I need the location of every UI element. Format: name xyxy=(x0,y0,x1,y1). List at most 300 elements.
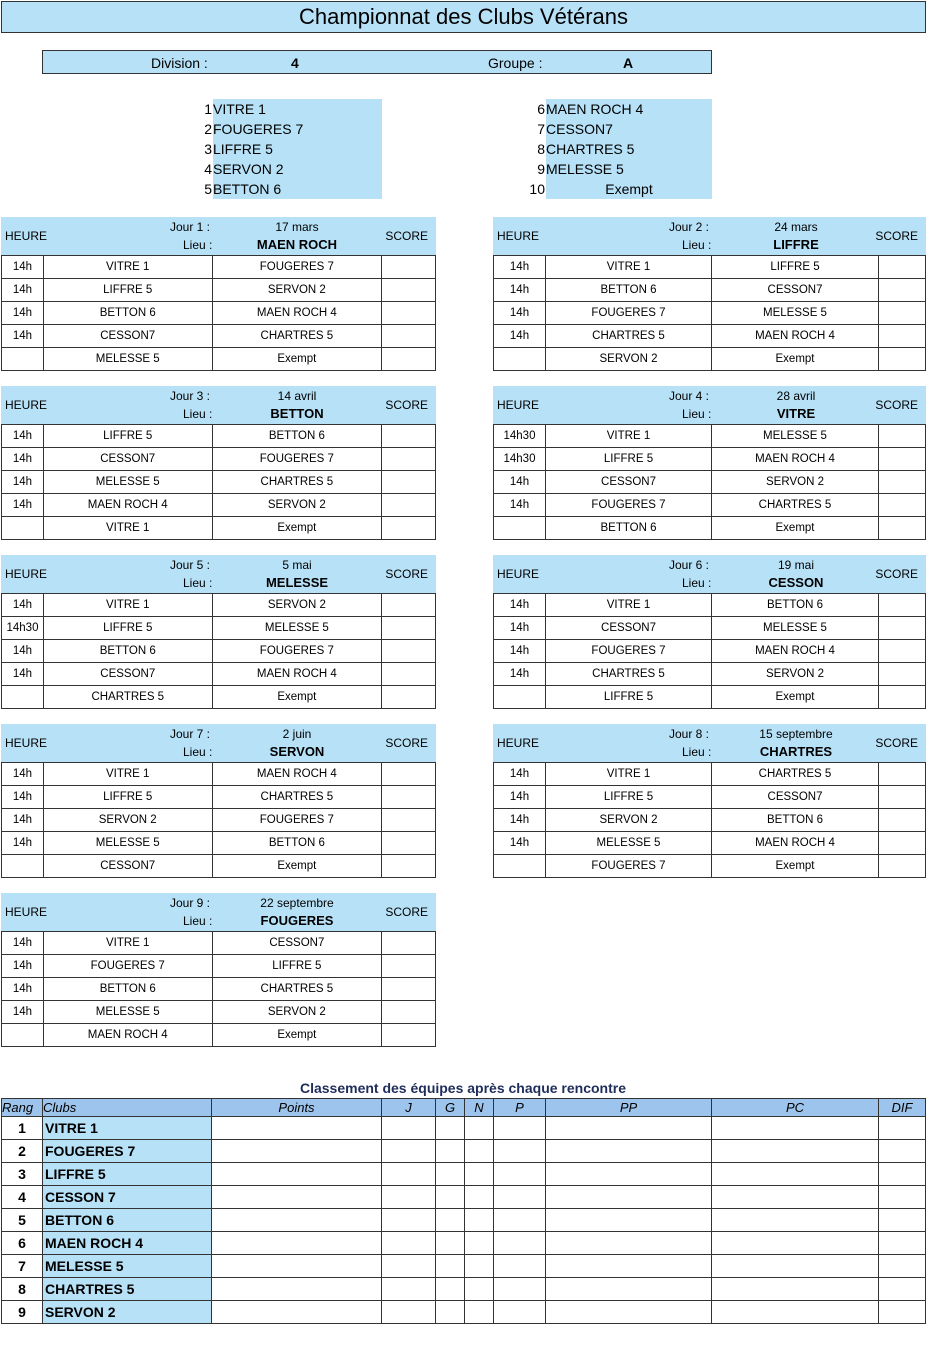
match-time: 14h xyxy=(2,494,44,517)
match-table xyxy=(493,255,926,371)
match-venue: LIFFRE xyxy=(773,237,819,252)
team-entry xyxy=(523,99,712,119)
away-team: CHARTRES 5 xyxy=(212,325,382,348)
match-day-block xyxy=(493,386,926,539)
score-cell[interactable] xyxy=(382,517,436,540)
match-row xyxy=(2,763,436,786)
match-row xyxy=(2,1001,436,1024)
ranking-header-cell: PC xyxy=(712,1099,879,1117)
stat-cell[interactable] xyxy=(494,1163,546,1186)
rank-number: 9 xyxy=(2,1301,43,1324)
stat-cell[interactable] xyxy=(546,1255,712,1278)
match-row xyxy=(494,594,926,617)
score-cell[interactable] xyxy=(879,302,926,325)
stat-cell[interactable] xyxy=(212,1255,382,1278)
ranking-row xyxy=(2,1186,926,1209)
match-row xyxy=(2,663,436,686)
match-time xyxy=(494,348,546,371)
score-label: SCORE xyxy=(875,229,918,243)
stat-cell[interactable] xyxy=(712,1186,879,1209)
away-team: Exempt xyxy=(712,855,879,878)
match-time: 14h xyxy=(2,809,44,832)
ranking-header-cell: J xyxy=(382,1099,436,1117)
score-cell[interactable] xyxy=(382,325,436,348)
stat-cell[interactable] xyxy=(546,1186,712,1209)
match-table xyxy=(493,424,926,540)
match-time: 14h xyxy=(494,325,546,348)
heure-label: HEURE xyxy=(5,736,48,750)
heure-label: HEURE xyxy=(5,905,48,919)
stat-cell[interactable] xyxy=(382,1232,436,1255)
match-day-header xyxy=(493,386,926,424)
jour-label: Jour 2 : xyxy=(669,220,710,234)
stat-cell[interactable] xyxy=(382,1163,436,1186)
match-row xyxy=(2,325,436,348)
score-cell[interactable] xyxy=(879,617,926,640)
match-time: 14h xyxy=(2,279,44,302)
match-day-block xyxy=(493,724,926,877)
home-team: LIFFRE 5 xyxy=(546,686,712,709)
match-row xyxy=(2,302,436,325)
team-entry xyxy=(523,179,712,199)
away-team: BETTON 6 xyxy=(212,425,382,448)
score-cell[interactable] xyxy=(879,494,926,517)
away-team: Exempt xyxy=(212,1024,382,1047)
score-cell[interactable] xyxy=(382,494,436,517)
ranking-row xyxy=(2,1140,926,1163)
rank-club: CESSON 7 xyxy=(43,1186,212,1209)
score-cell[interactable] xyxy=(382,809,436,832)
ranking-row xyxy=(2,1255,926,1278)
score-label: SCORE xyxy=(385,905,428,919)
match-time: 14h xyxy=(494,809,546,832)
match-row xyxy=(494,471,926,494)
team-number: 3 xyxy=(204,141,212,157)
jour-label: Jour 5 : xyxy=(170,558,211,572)
stat-cell[interactable] xyxy=(494,1232,546,1255)
score-cell[interactable] xyxy=(382,302,436,325)
score-cell[interactable] xyxy=(382,763,436,786)
match-table xyxy=(1,424,436,540)
stat-cell[interactable] xyxy=(879,1117,926,1140)
match-time xyxy=(2,1024,44,1047)
score-cell[interactable] xyxy=(879,425,926,448)
stat-cell[interactable] xyxy=(712,1140,879,1163)
team-number: 9 xyxy=(537,161,545,177)
team-number: 5 xyxy=(204,181,212,197)
team-entry xyxy=(523,119,712,139)
match-row xyxy=(494,663,926,686)
stat-cell[interactable] xyxy=(436,1186,465,1209)
match-time xyxy=(2,686,44,709)
away-team: Exempt xyxy=(712,348,879,371)
away-team: CESSON7 xyxy=(712,279,879,302)
home-team: FOUGERES 7 xyxy=(546,494,712,517)
stat-cell[interactable] xyxy=(879,1209,926,1232)
stat-cell[interactable] xyxy=(879,1163,926,1186)
score-cell[interactable] xyxy=(879,279,926,302)
home-team: MELESSE 5 xyxy=(546,832,712,855)
stat-cell[interactable] xyxy=(212,1209,382,1232)
match-day-block xyxy=(1,217,436,370)
score-cell[interactable] xyxy=(879,832,926,855)
match-time: 14h xyxy=(2,448,44,471)
home-team: BETTON 6 xyxy=(43,302,212,325)
ranking-row xyxy=(2,1209,926,1232)
match-date: 14 avril xyxy=(277,389,317,403)
rank-club: LIFFRE 5 xyxy=(43,1163,212,1186)
stat-cell[interactable] xyxy=(436,1232,465,1255)
stat-cell[interactable] xyxy=(494,1278,546,1301)
home-team: VITRE 1 xyxy=(546,594,712,617)
jour-label: Jour 8 : xyxy=(669,727,710,741)
stat-cell[interactable] xyxy=(879,1301,926,1324)
match-time: 14h xyxy=(494,471,546,494)
match-time: 14h xyxy=(2,763,44,786)
rank-club: SERVON 2 xyxy=(43,1301,212,1324)
match-date: 2 juin xyxy=(282,727,312,741)
match-row xyxy=(2,640,436,663)
match-day-block xyxy=(493,217,926,370)
stat-cell[interactable] xyxy=(436,1117,465,1140)
match-row xyxy=(494,517,926,540)
heure-label: HEURE xyxy=(5,567,48,581)
stat-cell[interactable] xyxy=(465,1209,494,1232)
score-cell[interactable] xyxy=(879,855,926,878)
match-venue: MAEN ROCH xyxy=(256,237,338,252)
score-cell[interactable] xyxy=(879,640,926,663)
score-cell[interactable] xyxy=(879,686,926,709)
score-cell[interactable] xyxy=(382,448,436,471)
stat-cell[interactable] xyxy=(212,1163,382,1186)
score-cell[interactable] xyxy=(382,348,436,371)
home-team: CHARTRES 5 xyxy=(546,663,712,686)
stat-cell[interactable] xyxy=(212,1232,382,1255)
match-row xyxy=(494,617,926,640)
score-cell[interactable] xyxy=(879,471,926,494)
score-cell[interactable] xyxy=(382,1001,436,1024)
stat-cell[interactable] xyxy=(382,1278,436,1301)
match-table xyxy=(1,255,436,371)
stat-cell[interactable] xyxy=(712,1117,879,1140)
home-team: BETTON 6 xyxy=(546,517,712,540)
match-date: 17 mars xyxy=(275,220,319,234)
match-time xyxy=(494,855,546,878)
match-time: 14h xyxy=(494,494,546,517)
away-team: CHARTRES 5 xyxy=(212,786,382,809)
match-date: 22 septembre xyxy=(260,896,334,910)
match-venue: CESSON xyxy=(768,575,824,590)
stat-cell[interactable] xyxy=(436,1163,465,1186)
match-row xyxy=(2,594,436,617)
ranking-header-cell: P xyxy=(494,1099,546,1117)
score-cell[interactable] xyxy=(382,855,436,878)
team-name: FOUGERES 7 xyxy=(213,119,382,139)
ranking-title: Classement des équipes après chaque rencontre xyxy=(299,1080,626,1096)
stat-cell[interactable] xyxy=(879,1232,926,1255)
away-team: Exempt xyxy=(212,517,382,540)
team-number: 10 xyxy=(529,181,545,197)
score-cell[interactable] xyxy=(879,663,926,686)
match-day-header xyxy=(1,555,436,593)
home-team: CESSON7 xyxy=(43,325,212,348)
rank-number: 5 xyxy=(2,1209,43,1232)
home-team: FOUGERES 7 xyxy=(546,855,712,878)
match-time: 14h xyxy=(2,256,44,279)
stat-cell[interactable] xyxy=(712,1209,879,1232)
stat-cell[interactable] xyxy=(465,1255,494,1278)
stat-cell[interactable] xyxy=(382,1255,436,1278)
match-time: 14h xyxy=(494,279,546,302)
score-cell[interactable] xyxy=(382,640,436,663)
match-row xyxy=(2,448,436,471)
home-team: MAEN ROCH 4 xyxy=(43,494,212,517)
match-row xyxy=(494,763,926,786)
stat-cell[interactable] xyxy=(212,1140,382,1163)
match-time: 14h xyxy=(494,832,546,855)
score-cell[interactable] xyxy=(382,617,436,640)
match-venue: BETTON xyxy=(270,406,324,421)
score-cell[interactable] xyxy=(879,594,926,617)
stat-cell[interactable] xyxy=(546,1117,712,1140)
match-day-header xyxy=(1,386,436,424)
score-cell[interactable] xyxy=(879,786,926,809)
score-cell[interactable] xyxy=(382,279,436,302)
rank-club: FOUGERES 7 xyxy=(43,1140,212,1163)
match-date: 19 mai xyxy=(777,558,815,572)
home-team: MELESSE 5 xyxy=(43,1001,212,1024)
away-team: FOUGERES 7 xyxy=(212,809,382,832)
stat-cell[interactable] xyxy=(494,1186,546,1209)
away-team: MAEN ROCH 4 xyxy=(212,302,382,325)
rank-number: 4 xyxy=(2,1186,43,1209)
stat-cell[interactable] xyxy=(494,1255,546,1278)
jour-label: Jour 4 : xyxy=(669,389,710,403)
stat-cell[interactable] xyxy=(879,1278,926,1301)
match-row xyxy=(2,832,436,855)
team-number: 1 xyxy=(204,101,212,117)
team-name: LIFFRE 5 xyxy=(213,139,382,159)
score-label: SCORE xyxy=(875,567,918,581)
score-cell[interactable] xyxy=(382,832,436,855)
team-name: SERVON 2 xyxy=(213,159,382,179)
match-time xyxy=(2,517,44,540)
match-table xyxy=(493,762,926,878)
away-team: MELESSE 5 xyxy=(712,302,879,325)
stat-cell[interactable] xyxy=(465,1117,494,1140)
away-team: Exempt xyxy=(712,517,879,540)
stat-cell[interactable] xyxy=(494,1209,546,1232)
stat-cell[interactable] xyxy=(465,1163,494,1186)
home-team: MELESSE 5 xyxy=(43,471,212,494)
ranking-header-cell: Clubs xyxy=(43,1099,212,1117)
stat-cell[interactable] xyxy=(465,1232,494,1255)
home-team: BETTON 6 xyxy=(43,978,212,1001)
stat-cell[interactable] xyxy=(382,1301,436,1324)
home-team: CESSON7 xyxy=(546,471,712,494)
stat-cell[interactable] xyxy=(382,1209,436,1232)
stat-cell[interactable] xyxy=(494,1117,546,1140)
stat-cell[interactable] xyxy=(546,1209,712,1232)
home-team: VITRE 1 xyxy=(43,517,212,540)
match-row xyxy=(494,348,926,371)
division-value: 4 xyxy=(291,55,299,71)
home-team: CESSON7 xyxy=(43,663,212,686)
match-time: 14h xyxy=(2,302,44,325)
stat-cell[interactable] xyxy=(382,1186,436,1209)
stat-cell[interactable] xyxy=(879,1186,926,1209)
away-team: FOUGERES 7 xyxy=(212,640,382,663)
jour-label: Jour 1 : xyxy=(170,220,211,234)
score-cell[interactable] xyxy=(382,663,436,686)
score-label: SCORE xyxy=(385,736,428,750)
stat-cell[interactable] xyxy=(465,1186,494,1209)
home-team: SERVON 2 xyxy=(546,809,712,832)
away-team: SERVON 2 xyxy=(712,663,879,686)
match-row xyxy=(2,256,436,279)
match-row xyxy=(2,1024,436,1047)
team-entry xyxy=(190,179,382,199)
lieu-label: Lieu : xyxy=(682,407,712,421)
stat-cell[interactable] xyxy=(465,1301,494,1324)
score-cell[interactable] xyxy=(382,932,436,955)
rank-club: VITRE 1 xyxy=(43,1117,212,1140)
ranking-row xyxy=(2,1117,926,1140)
match-time: 14h xyxy=(2,663,44,686)
home-team: VITRE 1 xyxy=(43,594,212,617)
stat-cell[interactable] xyxy=(546,1163,712,1186)
team-name: MAEN ROCH 4 xyxy=(546,99,712,119)
rank-number: 8 xyxy=(2,1278,43,1301)
match-day-header xyxy=(1,893,436,931)
match-row xyxy=(494,832,926,855)
team-name: MELESSE 5 xyxy=(546,159,712,179)
home-team: VITRE 1 xyxy=(43,256,212,279)
match-row xyxy=(494,256,926,279)
stat-cell[interactable] xyxy=(712,1232,879,1255)
score-cell[interactable] xyxy=(382,955,436,978)
score-cell[interactable] xyxy=(382,425,436,448)
lieu-label: Lieu : xyxy=(682,576,712,590)
match-time xyxy=(2,855,44,878)
away-team: CESSON7 xyxy=(212,932,382,955)
score-cell[interactable] xyxy=(382,1024,436,1047)
match-row xyxy=(494,855,926,878)
score-cell[interactable] xyxy=(879,517,926,540)
home-team: BETTON 6 xyxy=(546,279,712,302)
score-label: SCORE xyxy=(875,736,918,750)
stat-cell[interactable] xyxy=(212,1278,382,1301)
lieu-label: Lieu : xyxy=(183,576,213,590)
match-time: 14h xyxy=(494,640,546,663)
stat-cell[interactable] xyxy=(436,1255,465,1278)
stat-cell[interactable] xyxy=(212,1301,382,1324)
ranking-row xyxy=(2,1301,926,1324)
home-team: MAEN ROCH 4 xyxy=(43,1024,212,1047)
stat-cell[interactable] xyxy=(712,1301,879,1324)
stat-cell[interactable] xyxy=(546,1140,712,1163)
score-cell[interactable] xyxy=(382,686,436,709)
stat-cell[interactable] xyxy=(212,1117,382,1140)
group-label: Groupe : xyxy=(488,55,543,71)
stat-cell[interactable] xyxy=(879,1140,926,1163)
score-cell[interactable] xyxy=(879,256,926,279)
home-team: SERVON 2 xyxy=(43,809,212,832)
match-row xyxy=(2,425,436,448)
match-row xyxy=(494,640,926,663)
rank-club: MELESSE 5 xyxy=(43,1255,212,1278)
score-cell[interactable] xyxy=(879,448,926,471)
stat-cell[interactable] xyxy=(494,1140,546,1163)
lieu-label: Lieu : xyxy=(183,238,213,252)
score-cell[interactable] xyxy=(382,471,436,494)
team-entry xyxy=(190,119,382,139)
away-team: Exempt xyxy=(212,686,382,709)
stat-cell[interactable] xyxy=(465,1140,494,1163)
ranking-header-cell: DIF xyxy=(879,1099,926,1117)
stat-cell[interactable] xyxy=(465,1278,494,1301)
away-team: MAEN ROCH 4 xyxy=(712,448,879,471)
ranking-header-cell: N xyxy=(465,1099,494,1117)
jour-label: Jour 9 : xyxy=(170,896,211,910)
home-team: VITRE 1 xyxy=(546,256,712,279)
score-cell[interactable] xyxy=(382,594,436,617)
match-time: 14h xyxy=(2,594,44,617)
stat-cell[interactable] xyxy=(712,1163,879,1186)
stat-cell[interactable] xyxy=(712,1255,879,1278)
away-team: SERVON 2 xyxy=(212,279,382,302)
stat-cell[interactable] xyxy=(382,1140,436,1163)
stat-cell[interactable] xyxy=(212,1186,382,1209)
match-time: 14h xyxy=(494,302,546,325)
heure-label: HEURE xyxy=(5,229,48,243)
team-number: 4 xyxy=(204,161,212,177)
stat-cell[interactable] xyxy=(436,1140,465,1163)
home-team: SERVON 2 xyxy=(546,348,712,371)
stat-cell[interactable] xyxy=(546,1232,712,1255)
score-cell[interactable] xyxy=(879,325,926,348)
away-team: SERVON 2 xyxy=(712,471,879,494)
stat-cell[interactable] xyxy=(436,1209,465,1232)
stat-cell[interactable] xyxy=(436,1278,465,1301)
match-time: 14h xyxy=(2,325,44,348)
stat-cell[interactable] xyxy=(436,1301,465,1324)
away-team: CHARTRES 5 xyxy=(712,763,879,786)
away-team: MAEN ROCH 4 xyxy=(212,663,382,686)
score-cell[interactable] xyxy=(879,763,926,786)
score-cell[interactable] xyxy=(382,786,436,809)
match-row xyxy=(2,517,436,540)
match-date: 15 septembre xyxy=(759,727,833,741)
stat-cell[interactable] xyxy=(879,1255,926,1278)
team-entry xyxy=(190,139,382,159)
score-label: SCORE xyxy=(385,229,428,243)
match-day-header xyxy=(1,724,436,762)
score-cell[interactable] xyxy=(382,978,436,1001)
stat-cell[interactable] xyxy=(712,1278,879,1301)
score-cell[interactable] xyxy=(382,256,436,279)
score-cell[interactable] xyxy=(879,809,926,832)
match-row xyxy=(494,302,926,325)
score-cell[interactable] xyxy=(879,348,926,371)
stat-cell[interactable] xyxy=(382,1117,436,1140)
away-team: SERVON 2 xyxy=(212,494,382,517)
ranking-header-cell: G xyxy=(436,1099,465,1117)
stat-cell[interactable] xyxy=(546,1301,712,1324)
stat-cell[interactable] xyxy=(546,1278,712,1301)
away-team: FOUGERES 7 xyxy=(212,256,382,279)
stat-cell[interactable] xyxy=(494,1301,546,1324)
